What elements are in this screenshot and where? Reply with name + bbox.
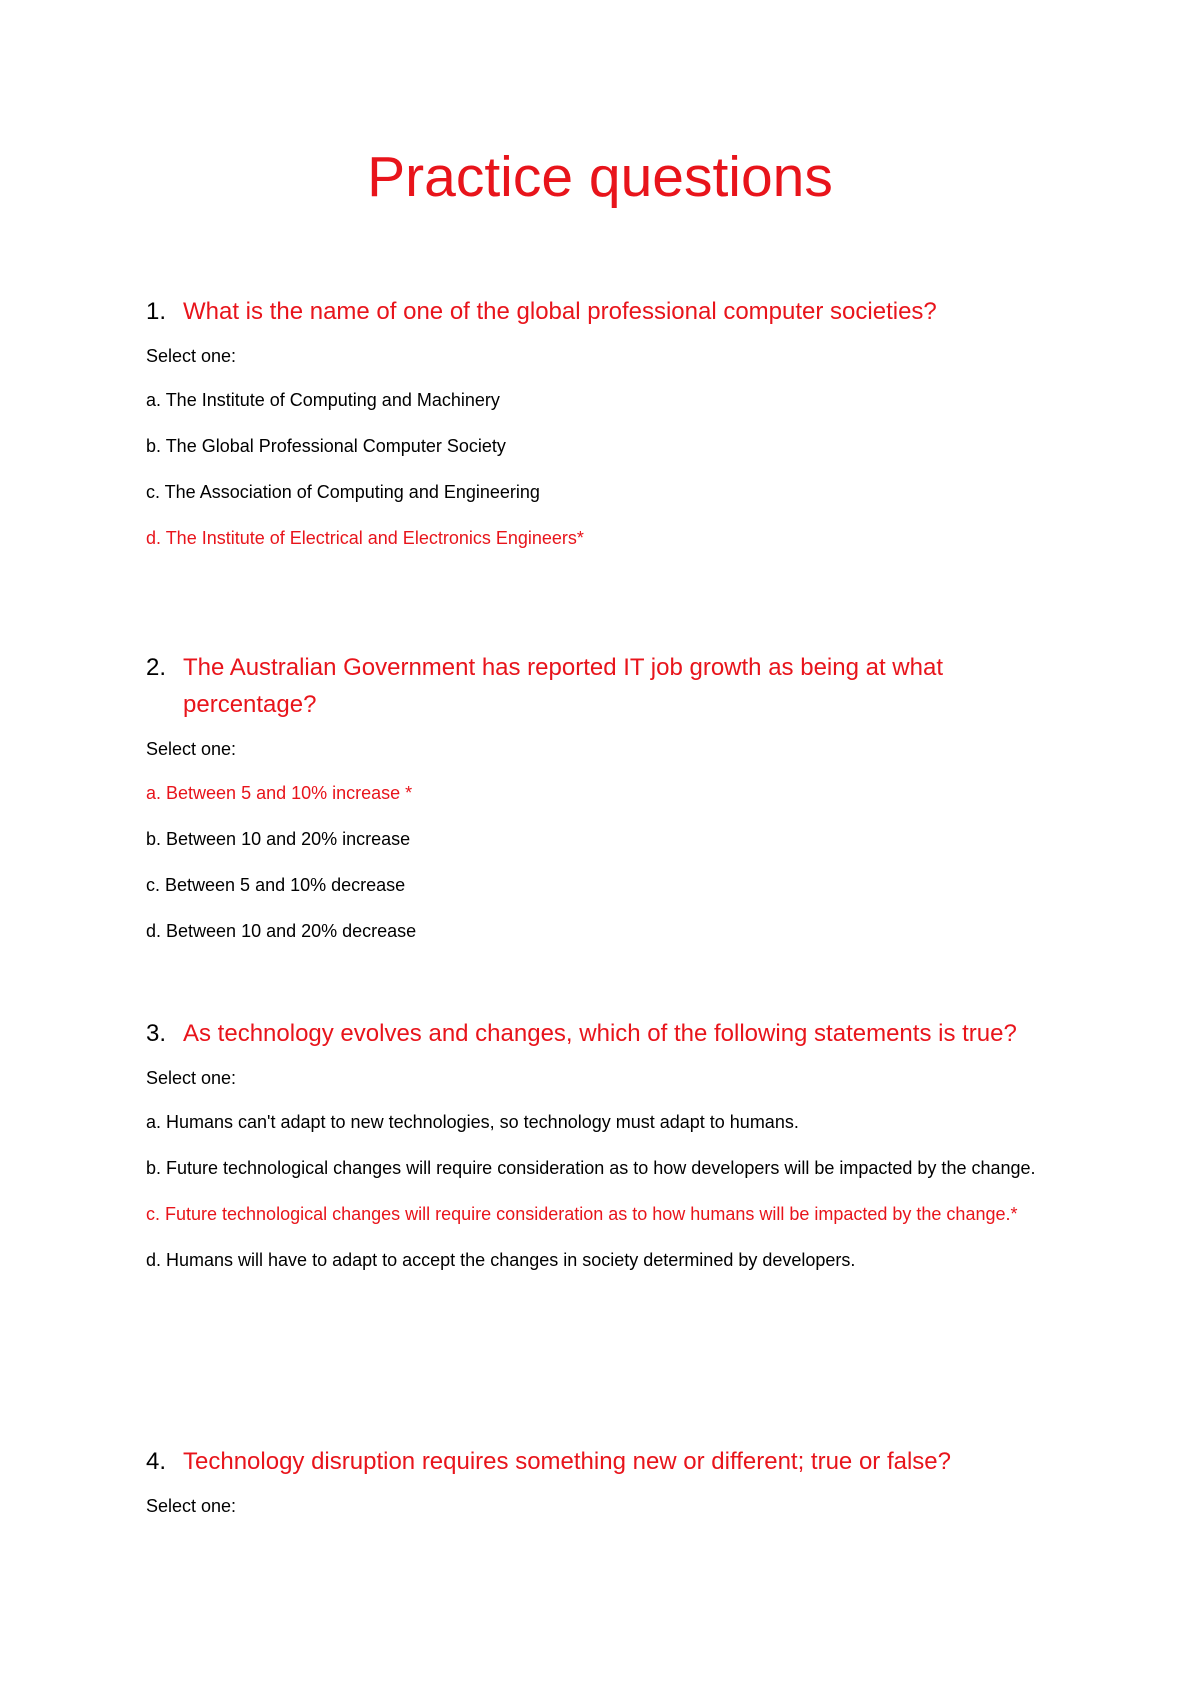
question-number: 3. — [146, 1020, 167, 1047]
question-number: 1. — [146, 298, 167, 325]
select-one-label: Select one: — [146, 1068, 237, 1088]
question-heading — [146, 649, 1066, 723]
question-1 — [146, 293, 1066, 553]
option-a-correct: a. Between 5 and 10% increase * — [146, 783, 413, 803]
question-heading — [146, 1443, 1066, 1480]
question-2 — [146, 649, 1066, 946]
question-number: 4. — [146, 1448, 167, 1475]
question-text: Technology disruption requires something new or different; true or false? — [183, 1448, 951, 1475]
question-text: As technology evolves and changes, which of the following statements is true? — [183, 1020, 1017, 1047]
question-heading — [146, 293, 1066, 330]
select-one-label: Select one: — [146, 1496, 237, 1516]
option-d-correct: d. The Institute of Electrical and Electronics Engineers* — [146, 528, 584, 548]
question-text: What is the name of one of the global professional computer societies? — [183, 298, 937, 325]
select-one-label: Select one: — [146, 346, 237, 366]
option-d: d. Humans will have to adapt to accept the changes in society determined by developers. — [146, 1250, 856, 1270]
question-number: 2. — [146, 654, 167, 681]
option-c: c. Between 5 and 10% decrease — [146, 875, 406, 895]
option-b: b. Between 10 and 20% increase — [146, 829, 411, 849]
page-title: Practice questions — [367, 145, 833, 209]
question-heading — [146, 1015, 1066, 1052]
question-text: The Australian Government has reported IT job growth as being at what percentage? — [183, 654, 943, 718]
option-b: b. Future technological changes will require consideration as to how developers will be impacted by the change. — [146, 1158, 1036, 1178]
question-4 — [146, 1443, 1066, 1519]
option-a: a. The Institute of Computing and Machinery — [146, 390, 500, 410]
option-b: b. The Global Professional Computer Society — [146, 436, 506, 456]
option-d: d. Between 10 and 20% decrease — [146, 921, 417, 941]
question-3 — [146, 1015, 1066, 1275]
option-c: c. The Association of Computing and Engineering — [146, 482, 540, 502]
select-one-label: Select one: — [146, 739, 237, 759]
option-a: a. Humans can't adapt to new technologies, so technology must adapt to humans. — [146, 1112, 799, 1132]
option-c-correct: c. Future technological changes will require consideration as to how humans will be impacted by the change.* — [146, 1204, 1018, 1224]
